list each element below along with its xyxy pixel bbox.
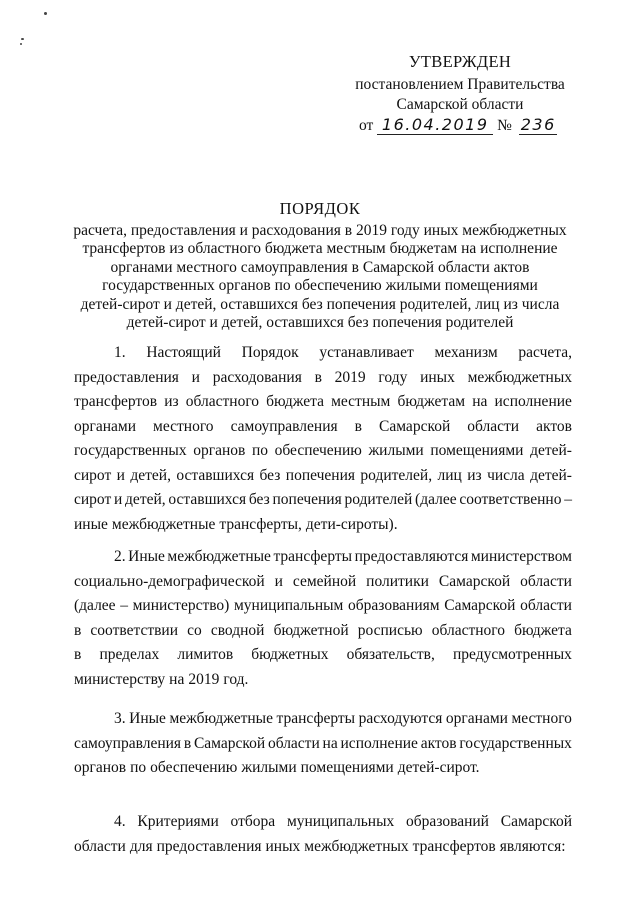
word: органами (74, 417, 137, 435)
word: попечения (285, 466, 356, 484)
word: жилыми (368, 442, 424, 459)
word: областного (431, 621, 506, 639)
word: росписью (357, 621, 423, 639)
word: в (183, 734, 192, 752)
word: иных (265, 837, 301, 855)
word: самоуправления (74, 734, 182, 752)
word: детей, (130, 466, 171, 484)
word: межбюджетные (111, 515, 216, 533)
word: механизм (434, 344, 498, 361)
word: лиц (437, 466, 462, 484)
word: сводной (210, 621, 265, 639)
word: обязательств, (346, 646, 435, 663)
word: иные (74, 515, 108, 533)
word: образованиям (348, 597, 440, 614)
handwritten-date: 16.04.2019 (377, 116, 493, 135)
word: пределах (99, 646, 160, 663)
date-prefix: от (359, 117, 374, 134)
word: образований (406, 813, 489, 830)
word: год. (223, 670, 249, 688)
word: предоставления (156, 837, 262, 855)
approval-line-1: постановлением Правительства (355, 76, 565, 93)
number-prefix: № (497, 117, 512, 134)
approval-date-line (345, 116, 575, 136)
word: актов (536, 417, 572, 435)
word: 1. (114, 344, 126, 361)
word: (далее (74, 597, 116, 614)
word: и (274, 572, 283, 590)
word: на (322, 734, 338, 752)
word: дети-сироты). (305, 515, 398, 533)
word: устанавливает (319, 344, 414, 361)
word: соответствии (90, 621, 179, 639)
word: трансфертов (412, 837, 496, 855)
scan-speck (21, 38, 24, 40)
word: органами (445, 710, 508, 727)
approval-stamp (345, 52, 575, 136)
word: самоуправления (230, 417, 338, 435)
paragraph-line (74, 594, 572, 619)
paragraph-line (74, 756, 572, 781)
word: родителей, (360, 466, 433, 484)
word: по (251, 442, 268, 459)
word: бюджетной (273, 621, 349, 639)
title-line: органами местного самоуправления в Самарской области актов (110, 258, 530, 276)
word: Иные (129, 710, 166, 727)
word: сирот (74, 491, 112, 508)
word: органов (193, 442, 246, 459)
word: и (116, 466, 125, 484)
word: межбюджетные (167, 548, 271, 565)
word: области (520, 597, 572, 614)
word: Самарской (438, 572, 511, 590)
word: без (248, 491, 270, 508)
word: местного (511, 710, 572, 727)
word: трансфертов (74, 393, 158, 410)
word: межбюджетных (467, 368, 572, 386)
word: обеспечению (274, 442, 362, 459)
word: предоставляются (354, 548, 469, 565)
paragraph-2 (74, 545, 572, 692)
word: межбюджетные (169, 710, 273, 727)
word: и (114, 491, 123, 508)
word: в (354, 417, 362, 435)
word: предусмотренных (453, 646, 572, 663)
word: министерству (74, 670, 166, 688)
title-line: детей-сирот и детей, оставшихся без попечения родителей (126, 314, 514, 331)
word: органов (74, 759, 127, 776)
word: предоставления (74, 368, 179, 386)
word: Самарской (193, 734, 266, 752)
word: трансферты (276, 710, 356, 727)
word: Самарской (500, 813, 572, 830)
paragraph-line (74, 570, 572, 595)
title-line: трансфертов из областного бюджета местным бюджетам на исполнение (82, 240, 558, 257)
paragraph-3 (74, 707, 572, 781)
word: на (169, 670, 185, 688)
word: 2019 (188, 670, 220, 688)
title-line: расчета, предоставления и расходования в 2019 году иных межбюджетных (73, 221, 567, 239)
word: области (520, 572, 572, 590)
word: бюджета (514, 621, 572, 639)
word: области (74, 837, 126, 855)
paragraph-line (74, 707, 572, 732)
word: Критериями (137, 813, 219, 830)
paragraph-line (74, 732, 572, 757)
word: отбора (230, 813, 276, 830)
word: трансферты, (219, 515, 302, 533)
word: социально-демографической (74, 572, 265, 590)
scan-speck (44, 12, 47, 15)
approval-title: УТВЕРЖДЕН (408, 52, 512, 71)
title-heading: ПОРЯДОК (279, 199, 361, 218)
word: помещениями (300, 759, 394, 776)
paragraph-1 (74, 341, 572, 537)
word: министерство) (132, 597, 230, 614)
word: – (564, 491, 572, 508)
word: государственных (74, 442, 187, 459)
word: Порядок (241, 344, 299, 361)
word: являются: (499, 837, 566, 855)
paragraph-line (74, 835, 572, 860)
word: 2019 (334, 368, 366, 386)
word: Самарской (379, 417, 451, 435)
title-line: детей-сирот и детей, оставшихся без попечения родителей, лиц из числа (80, 295, 560, 313)
word: актов (420, 734, 457, 752)
word: в (314, 368, 322, 386)
word: обеспечению (150, 759, 238, 776)
word: областного (185, 393, 260, 410)
word: из (164, 393, 179, 410)
paragraph-line (74, 513, 572, 538)
word: соответственно (459, 491, 562, 508)
word: детей- (530, 442, 572, 459)
word: жилыми (241, 759, 297, 776)
word: детей, (125, 491, 166, 508)
word: детей-сирот. (397, 759, 480, 776)
word: трансферты (273, 548, 353, 565)
paragraph-line (74, 545, 572, 570)
word: помещениями (430, 442, 524, 459)
word: Настоящий (146, 344, 221, 361)
paragraph-line (74, 668, 572, 693)
document-title (70, 200, 570, 333)
word: сирот (74, 466, 112, 484)
word: министерством (470, 548, 572, 565)
word: межбюджетных (304, 837, 409, 855)
word: из (467, 466, 482, 484)
word: местным (331, 393, 391, 410)
word: лимитов (177, 646, 234, 663)
word: Иные (128, 548, 165, 565)
word: числа (487, 466, 525, 484)
word: иных (420, 368, 455, 386)
word: 4. (114, 813, 126, 830)
word: семейной (292, 572, 357, 590)
word: 2. (114, 548, 126, 565)
word: Самарской (444, 597, 516, 614)
word: бюджетных (251, 646, 329, 663)
handwritten-number: 236 (520, 115, 556, 134)
word: – (120, 597, 128, 614)
word: государственных (459, 734, 572, 752)
word: детей- (530, 466, 572, 484)
word: (далее (415, 491, 457, 508)
word: в (74, 646, 82, 663)
word: области (267, 734, 320, 752)
word: без (259, 466, 281, 484)
word: оставшихся (168, 491, 247, 508)
word: политики (366, 572, 429, 590)
paragraph-line (74, 643, 572, 668)
title-line: государственных органов по обеспечению жилыми помещениями (102, 277, 538, 294)
word: со (187, 621, 202, 639)
word: попечения (272, 491, 342, 508)
word: бюджета (266, 393, 324, 410)
paragraph-line (74, 810, 572, 835)
word: родителей (344, 491, 413, 508)
word: для (129, 837, 153, 855)
paragraph-line (74, 341, 572, 366)
word: исполнение (494, 393, 572, 410)
word: расчета, (518, 344, 572, 361)
paragraph-line (74, 366, 572, 391)
word: местного (153, 417, 214, 435)
paragraph-line (74, 464, 572, 489)
word: и (191, 368, 200, 386)
word: на (472, 393, 488, 410)
word: году (378, 368, 408, 386)
word: по (130, 759, 147, 776)
paragraph-line (74, 415, 572, 440)
word: бюджетам (397, 393, 466, 410)
word: муниципальных (286, 813, 395, 830)
paragraph-line (74, 619, 572, 644)
word: области (467, 417, 520, 435)
word: оставшихся (176, 466, 255, 484)
word: 3. (114, 710, 126, 727)
word: расходования (212, 368, 302, 386)
paragraph-line (74, 390, 572, 415)
approval-line-2: Самарской области (396, 96, 524, 113)
word: исполнение (340, 734, 418, 752)
scan-speck (20, 43, 22, 45)
paragraph-line (74, 439, 572, 464)
paragraph-line (74, 488, 572, 513)
word: в (74, 621, 82, 639)
word: муниципальным (234, 597, 344, 614)
word: расходуются (358, 710, 443, 727)
paragraph-4 (74, 810, 572, 859)
